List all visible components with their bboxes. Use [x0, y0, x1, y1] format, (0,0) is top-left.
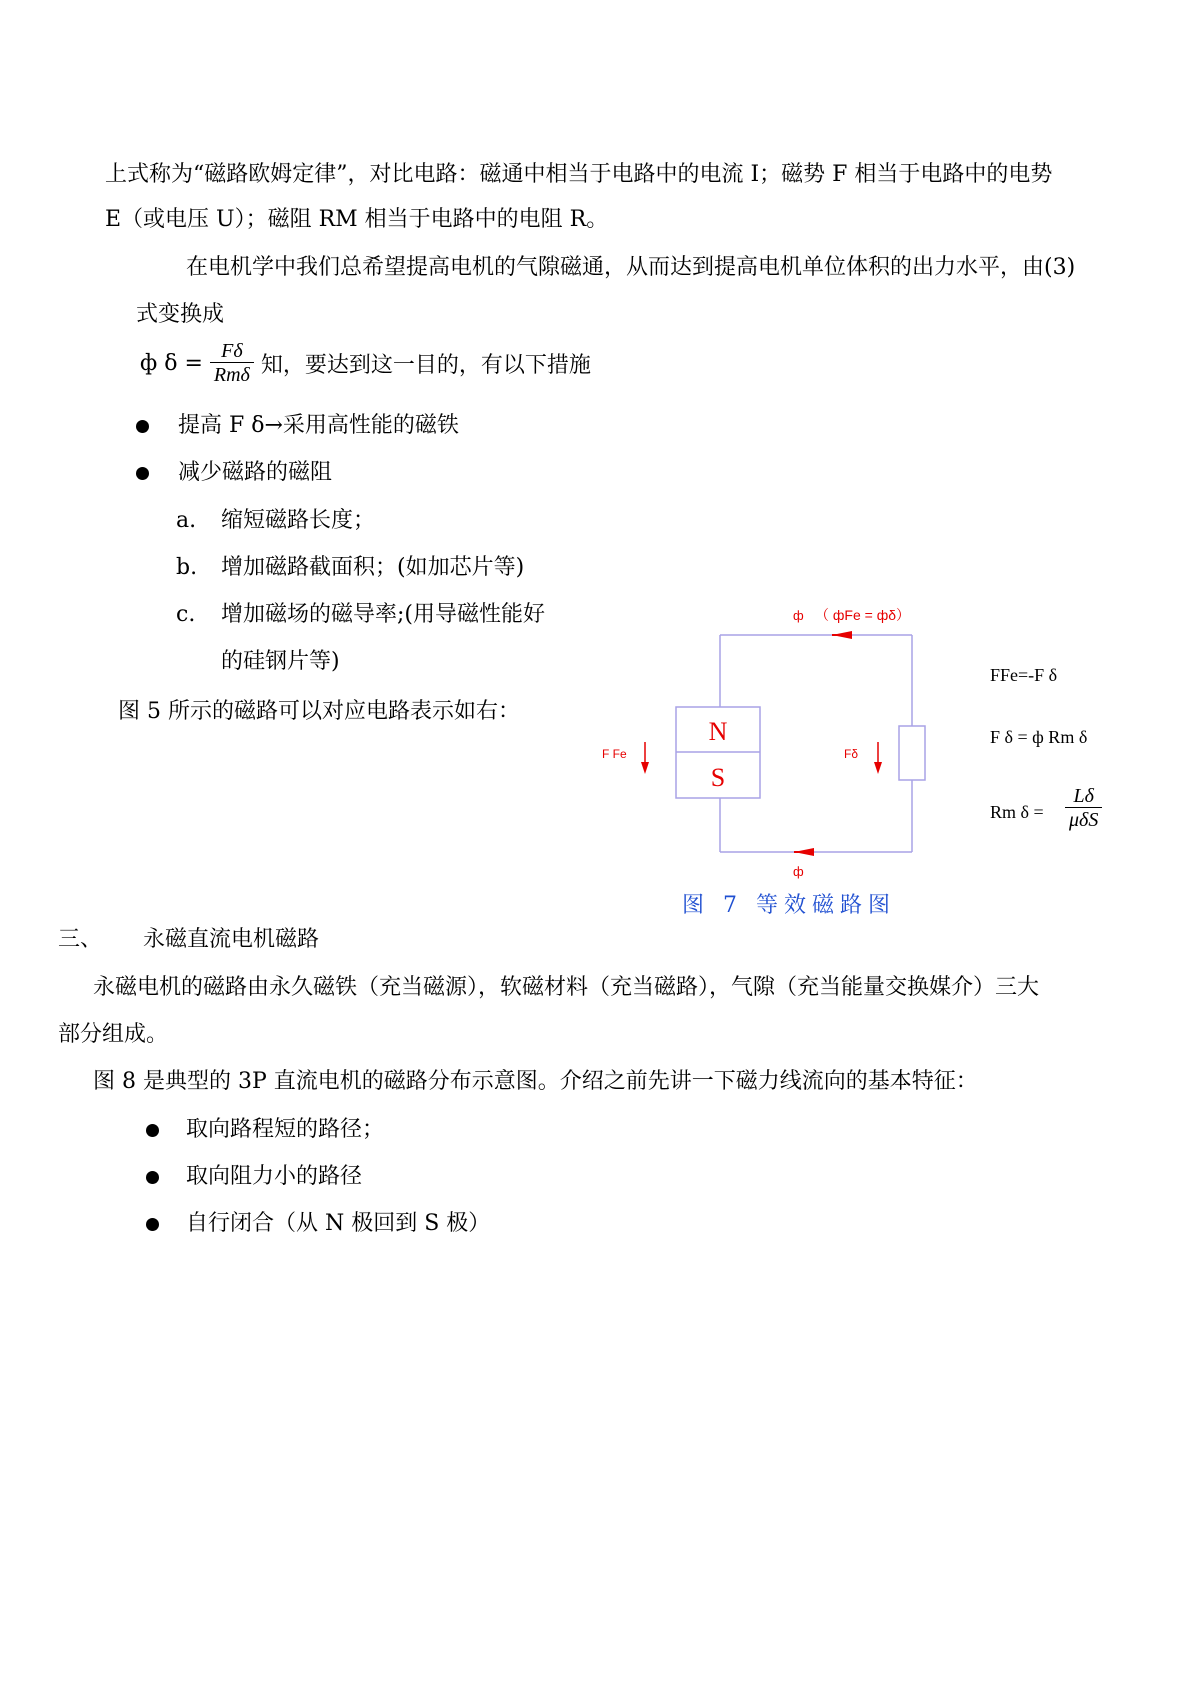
section-number: 三、 — [58, 927, 103, 952]
measure-item-2: 减少磁路的磁阻 — [178, 460, 333, 485]
sub-item-a-letter: a. — [176, 508, 197, 533]
sub-item-a-text: 缩短磁路长度； — [221, 508, 376, 533]
bullet-icon — [136, 467, 149, 480]
sub-item-b-letter: b. — [176, 555, 198, 580]
eq-ffe: FFe=-F δ — [990, 665, 1058, 685]
formula-tail: 知，要达到这一目的，有以下措施 — [260, 353, 591, 378]
sub-item-b-text: 增加磁路截面积；(如加芯片等) — [221, 555, 525, 580]
pole-n-label: N — [708, 717, 728, 746]
fdelta-down-arrow-icon — [874, 762, 882, 774]
top-phi-label: ф — [793, 608, 804, 623]
bullet-icon — [146, 1218, 159, 1231]
sub-item-c-continuation: 的硅钢片等) — [221, 649, 340, 674]
ffe-label: F Fe — [602, 747, 627, 761]
eq-rm-numerator: Lδ — [1065, 785, 1102, 808]
feature-item-1: 取向路程短的路径； — [186, 1117, 385, 1142]
feature-item-3: 自行闭合（从 N 极回到 S 极） — [186, 1211, 491, 1236]
para3-line1: 永磁电机的磁路由永久磁铁（充当磁源），软磁材料（充当磁路），气隙（充当能量交换媒介）三大 — [93, 975, 1040, 1000]
sub-item-c-text: 增加磁场的磁导率;(用导磁性能好 — [221, 602, 545, 627]
para3-line2: 部分组成。 — [58, 1022, 169, 1047]
formula-line — [140, 340, 591, 387]
formula-denominator: Rmδ — [213, 364, 250, 386]
eq-rm-denominator: μδS — [1069, 809, 1099, 831]
para1-line2: E（或电压 U）；磁阻 RM 相当于电路中的电阻 R。 — [105, 207, 609, 232]
equivalent-circuit-diagram — [590, 590, 950, 890]
measure-item-1: 提高 F δ→采用高性能的磁铁 — [178, 413, 459, 438]
air-gap-resistor — [899, 726, 925, 780]
bullet-icon — [146, 1171, 159, 1184]
para2-line2: 式变换成 — [136, 302, 225, 327]
eq-rm-fraction — [1065, 785, 1102, 832]
pole-s-label: S — [710, 763, 726, 792]
section-title: 永磁直流电机磁路 — [143, 927, 320, 952]
bullet-icon — [146, 1124, 159, 1137]
formula-numerator: Fδ — [210, 340, 254, 363]
eq-rm-lhs: Rm δ = — [990, 802, 1044, 822]
eq-fdelta: F δ = ф Rm δ — [990, 727, 1088, 747]
bottom-phi-label: ф — [793, 864, 804, 879]
sub-item-c-letter: c. — [176, 602, 196, 627]
para4: 图 8 是典型的 3P 直流电机的磁路分布示意图。介绍之前先讲一下磁力线流向的基本特征： — [93, 1069, 978, 1094]
top-flux-equation-label: （ фFe = фδ） — [815, 607, 911, 623]
figure-caption: 图 7 等效磁路图 — [682, 893, 896, 918]
para2-line1: 在电机学中我们总希望提高电机的气隙磁通，从而达到提高电机单位体积的出力水平，由(3) — [186, 255, 1076, 280]
ffe-down-arrow-icon — [641, 762, 649, 774]
formula-lhs: ф δ = — [140, 351, 203, 376]
formula-fraction — [210, 340, 254, 387]
bullet-icon — [136, 420, 149, 433]
feature-item-2: 取向阻力小的路径 — [186, 1164, 363, 1189]
para1-line1: 上式称为“磁路欧姆定律”，对比电路：磁通中相当于电路中的电流 I；磁势 F 相当于电路中的电势 — [105, 162, 1053, 187]
fig5-text: 图 5 所示的磁路可以对应电路表示如右： — [118, 699, 520, 724]
fdelta-label: Fδ — [844, 747, 859, 761]
